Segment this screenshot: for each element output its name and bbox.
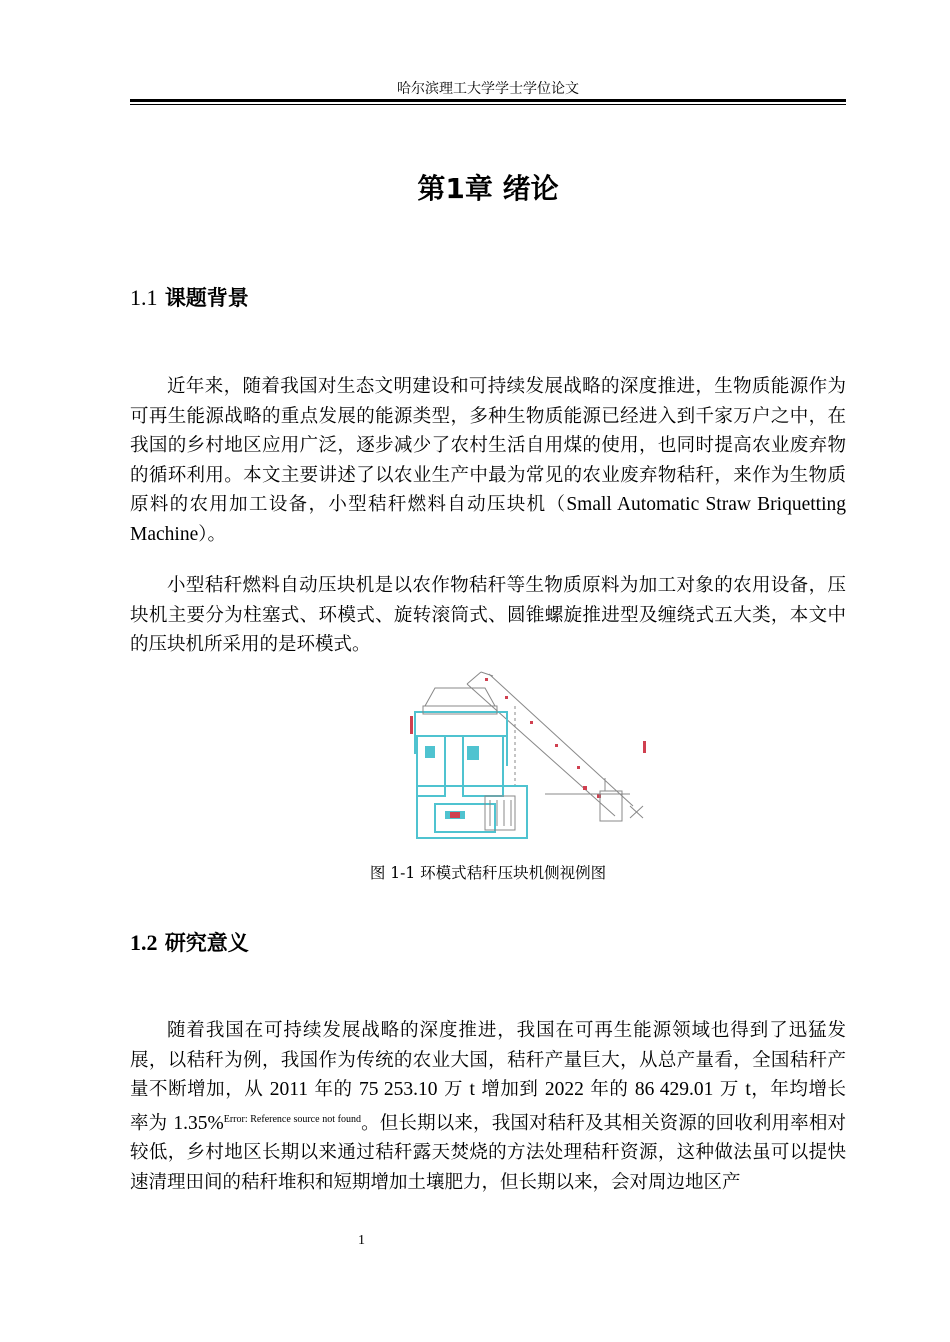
press-details bbox=[425, 746, 479, 819]
briquetting-machine-figure bbox=[405, 666, 655, 846]
paragraph-background-2: 小型秸秆燃料自动压块机是以农作物秸秆等生物质原料为加工对象的农用设备，压块机主要分为柱塞式、环模式、旋转滚筒式、圆锥螺旋推进型及缠绕式五大类，本文中的压块机所采用的是环模式。 bbox=[130, 575, 846, 655]
press-body-drawing bbox=[415, 712, 527, 838]
section-number: 1.1 bbox=[130, 285, 158, 310]
english-term: Small Automatic Straw Briquetting Machine bbox=[130, 494, 846, 545]
unit: t bbox=[745, 1079, 751, 1100]
paragraph-text: 万 bbox=[719, 1079, 739, 1100]
year: 2011 bbox=[269, 1079, 309, 1100]
section-title: 研究意义 bbox=[164, 931, 249, 955]
reference-error[interactable]: Error: Reference source not found bbox=[223, 1113, 361, 1125]
header-rule-thick bbox=[130, 99, 846, 102]
header-rule-thin bbox=[130, 104, 846, 105]
section-heading-1-2 bbox=[130, 927, 249, 957]
figure-caption: 图 1-1 环模式秸秆压块机侧视例图 bbox=[369, 864, 607, 882]
paragraph-text: ，年均增长率为 bbox=[130, 1079, 846, 1134]
page-number: 1 bbox=[358, 1233, 365, 1248]
paragraph-text: 随着我国在可持续发展战略的深度推进，我国在可再生能源领域也得到了迅猛发展，以秸秆为例，我国作为传统的农业大国，秸秆产量巨大，从总产量看，全国秸秆产量不断增加，从 bbox=[130, 1020, 846, 1100]
section-title: 课题背景 bbox=[164, 286, 249, 310]
paragraph-background-1 bbox=[130, 372, 846, 549]
drive-unit bbox=[600, 778, 643, 821]
chapter-title: 第1章 绪论 bbox=[417, 172, 559, 205]
year: 2022 bbox=[544, 1079, 584, 1100]
section-number: 1.2 bbox=[130, 930, 158, 955]
value: 75 253.10 bbox=[359, 1079, 438, 1100]
paragraph-text: 增加到 bbox=[481, 1079, 539, 1100]
paragraph-text: 年的 bbox=[590, 1079, 629, 1100]
paragraph-text: 年的 bbox=[314, 1079, 353, 1100]
paragraph-text-end: ）。 bbox=[198, 523, 226, 545]
value: 86 429.01 bbox=[634, 1079, 714, 1100]
conveyor-markers bbox=[485, 678, 646, 798]
paragraph-text: 。但长期以来，我国对秸秆及其相关资源的回收利用率相对较低，乡村地区长期以来通过秸秆露天焚烧的方法处理秸秆资源，这种做法虽可以提快速清理田间的秸秆堆积和短期增加土壤肥力，但长期以来，会对周边地区产 bbox=[130, 1112, 846, 1193]
section-heading-1-1 bbox=[130, 282, 249, 312]
paragraph-text: 近年来，随着我国对生态文明建设和可持续发展战略的深度推进，生物质能源作为可再生能源战略的重点发展的能源类型，多种生物质能源已经进入到千家万户之中，在我国的乡村地区应用广泛，逐步减少了农村生活自用煤的使用，也同时提高农业废弃物的循环利用。本文主要讲述了以农业生产中最为常见的农业废弃物秸秆，来作为生物质原料的农用加工设备，小型秸秆燃料自动压块机（ bbox=[130, 376, 846, 515]
growth-rate: 1.35% bbox=[173, 1112, 224, 1134]
unit: t bbox=[469, 1079, 475, 1100]
paragraph-text: 万 bbox=[443, 1079, 464, 1100]
paragraph-significance bbox=[130, 1016, 846, 1197]
page-header: 哈尔滨理工大学学士学位论文 bbox=[397, 81, 579, 97]
